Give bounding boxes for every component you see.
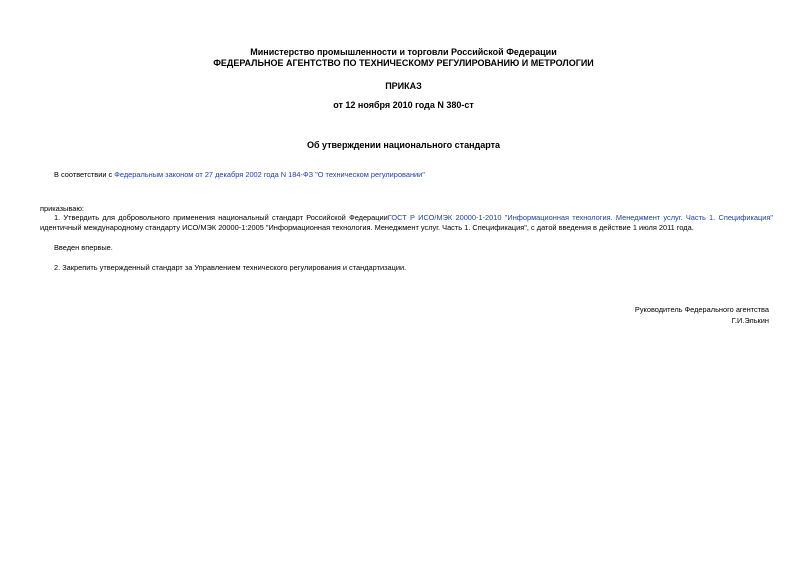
- order-date: от 12 ноября 2010 года N 380-ст: [333, 100, 474, 110]
- signature-title: Руководитель Федерального агентства: [634, 305, 769, 314]
- gost-standard-link[interactable]: ГОСТ Р ИСО/МЭК 20000-1-2010 "Информационная технология. Менеджмент услуг. Часть 1. Спецификация": [387, 213, 773, 222]
- federal-law-link[interactable]: Федеральным законом от 27 декабря 2002 года N 184-ФЗ "О техническом регулировании": [114, 170, 425, 179]
- order-heading: ПРИКАЗ: [385, 81, 422, 91]
- agency-heading: ФЕДЕРАЛЬНОЕ АГЕНТСТВО ПО ТЕХНИЧЕСКОМУ РЕГУЛИРОВАНИЮ И МЕТРОЛОГИИ: [213, 58, 594, 68]
- intro-prefix: В соответствии с: [54, 170, 115, 179]
- ministry-heading: Министерство промышленности и торговли Российской Федерации: [250, 47, 557, 57]
- item2-paragraph: 2. Закрепить утвержденный стандарт за Управлением технического регулирования и стандартизации.: [54, 263, 407, 272]
- orders-line: приказываю:: [40, 204, 84, 213]
- item1-prefix: 1. Утвердить для добровольного применения национальный стандарт Российской Федерации: [54, 213, 388, 222]
- order-subject: Об утверждении национального стандарта: [306, 140, 501, 150]
- item1-second-line: идентичный международному стандарту ИСО/МЭК 20000-1:2005 "Информационная технология. Менеджмент услуг. Часть 1. Спецификация", с датой введения в действие 1 июля 2011 года.: [40, 223, 694, 232]
- introduced-first-note: Введен впервые.: [54, 243, 113, 252]
- item1-first-line: [54, 213, 773, 223]
- signature-name: Г.И.Элькин: [731, 316, 769, 325]
- intro-paragraph: [54, 170, 425, 180]
